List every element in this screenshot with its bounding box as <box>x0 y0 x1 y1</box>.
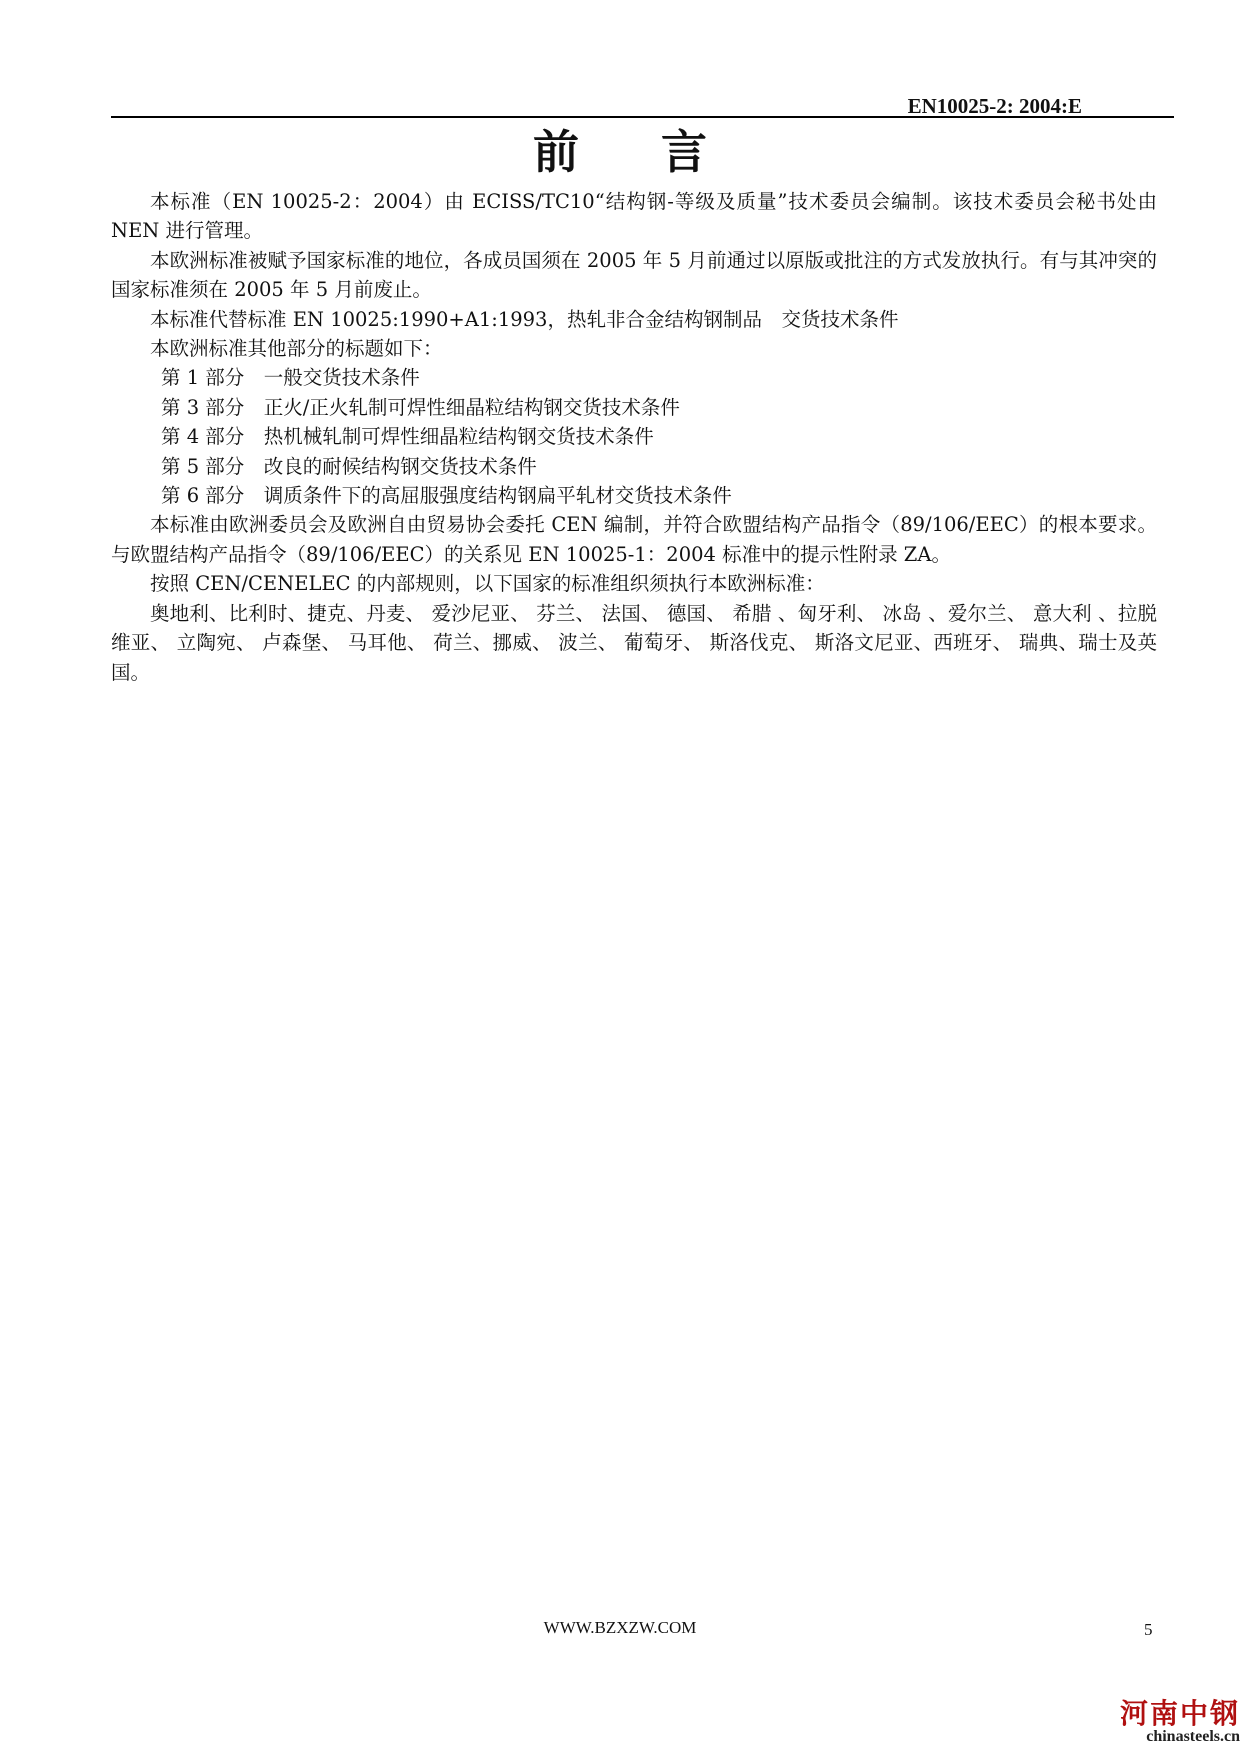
document-code: EN10025-2: 2004:E <box>907 94 1082 118</box>
paragraph: 按照 CEN/CENELEC 的内部规则，以下国家的标准组织须执行本欧洲标准： <box>150 572 825 596</box>
header-rule <box>111 116 1174 118</box>
paragraph: 本标准由欧洲委员会及欧洲自由贸易协会委托 CEN 编制，并符合欧盟结构产品指令（89/106/EEC）的根本要求。与欧盟结构产品指令（89/106/EEC）的关系见 EN 10025-1：2004 标准中的提示性附录 ZA。 <box>111 513 1157 566</box>
footer-url: WWW.BZXZW.COM <box>543 1618 697 1637</box>
watermark-logo <box>1096 1697 1240 1745</box>
paragraph: 本欧洲标准其他部分的标题如下： <box>150 337 443 361</box>
part-list-item: 第 1 部分 一般交货技术条件 <box>161 366 420 390</box>
part-list-item: 第 5 部分 改良的耐候结构钢交货技术条件 <box>161 454 537 478</box>
part-list-item: 第 3 部分 正火/正火轧制可焊性细晶粒结构钢交货技术条件 <box>161 395 680 419</box>
country-list: 奥地利、比利时、捷克、丹麦、 爱沙尼亚、 芬兰、 法国、 德国、 希腊 、匈牙利、 冰岛 、爱尔兰、 意大利 、拉脱维亚、 立陶宛、 卢森堡、 马耳他、 荷兰、挪威、 波兰、 葡萄牙、 斯洛伐克、 斯洛文尼亚、西班牙、 瑞典、瑞士及英国。 <box>111 601 1157 684</box>
page-number: 5 <box>1144 1620 1153 1639</box>
paragraph: 本标准（EN 10025-2：2004）由 ECISS/TC10“结构钢-等级及质量”技术委员会编制。该技术委员会秘书处由 NEN 进行管理。 <box>111 190 1157 243</box>
paragraph: 本欧洲标准被赋予国家标准的地位，各成员国须在 2005 年 5 月前通过以原版或批注的方式发放执行。有与其冲突的国家标准须在 2005 年 5 月前废止。 <box>111 248 1157 302</box>
watermark-en: chinasteels.cn <box>1146 1728 1240 1745</box>
part-list-item: 第 4 部分 热机械轧制可焊性细晶粒结构钢交货技术条件 <box>161 425 654 449</box>
part-list-item: 第 6 部分 调质条件下的高屈服强度结构钢扁平轧材交货技术条件 <box>161 484 732 508</box>
document-body <box>111 187 1157 687</box>
watermark-cn: 河南中钢 <box>1119 1697 1240 1730</box>
page-title: 前言 <box>533 125 789 179</box>
paragraph: 本标准代替标准 EN 10025:1990+A1:1993，热轧非合金结构钢制品 交货技术条件 <box>150 307 899 331</box>
